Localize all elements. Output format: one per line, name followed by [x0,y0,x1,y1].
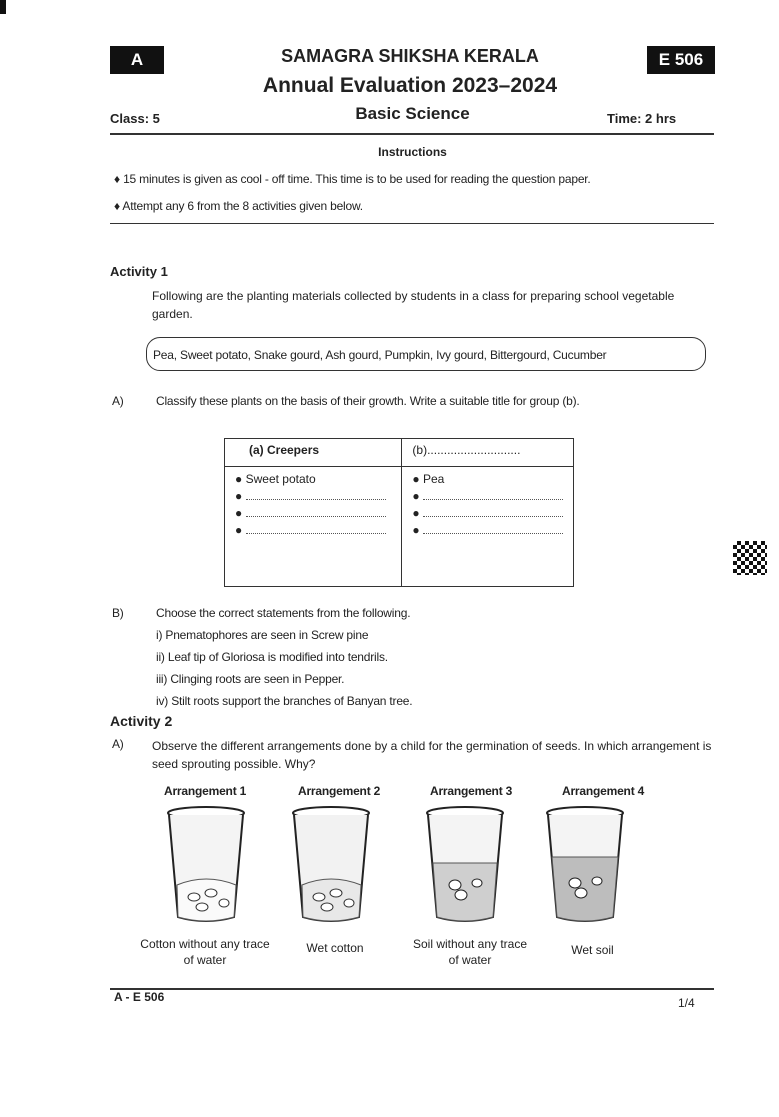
table-entry: Pea [423,472,445,486]
arrangement-title: Arrangement 3 [430,784,513,798]
option-iii: iii) Clinging roots are seen in Pepper. [156,672,345,686]
exam-title: Annual Evaluation 2023–2024 [262,74,558,97]
instruction-text: Attempt any 6 from the 8 activities given below. [122,199,363,213]
page-number: 1/4 [678,996,695,1010]
answer-blank[interactable] [246,506,386,517]
table-entry: Sweet potato [245,472,316,486]
arrangement-title: Arrangement 4 [562,784,645,798]
answer-blank[interactable] [423,506,563,517]
answer-blank[interactable] [246,489,386,500]
beaker-soil-dry-icon [425,805,505,923]
activity1-intro: Following are the planting materials collected by students in a class for preparing school vegetable garden. [152,289,675,321]
arrangement-title: Arrangement 2 [298,784,381,798]
arrangement-caption: Soil without any trace of water [412,937,528,967]
beaker-cotton-dry-icon [166,805,246,923]
beaker-soil-wet-icon [545,805,625,923]
question-text: Observe the different arrangements done by a child for the germination of seeds. In which arrangement is seed sprouting possible. Why? [152,739,712,771]
divider [110,133,714,135]
arrangement-title: Arrangement 1 [164,784,247,798]
class-label: Class: 5 [110,111,160,126]
classification-table [224,438,574,587]
set-code-badge: A [110,46,164,74]
group-b-cell[interactable]: ● Pea ● ● ● [402,467,574,587]
question-label: A) [112,737,124,751]
creepers-cell[interactable]: ● Sweet potato ● ● ● [225,467,402,587]
arrangement-caption: Wet cotton [306,941,364,955]
org-title: SAMAGRA SHIKSHA KERALA [281,46,539,66]
question-text: Choose the correct statements from the following. [156,606,411,620]
answer-blank[interactable] [423,489,563,500]
scan-mark [0,0,6,14]
question-label: A) [112,394,124,408]
col-header-creepers: (a) Creepers [225,439,402,467]
subject-title: Basic Science [355,104,470,123]
arrangement-caption: Cotton without any trace of water [140,937,270,967]
col-header-b: (b)............................ [402,439,574,467]
qr-code [733,541,767,575]
time-label: Time: 2 hrs [607,111,677,126]
question-label: B) [112,606,124,620]
instructions-title: Instructions [378,145,447,159]
answer-blank[interactable] [246,523,386,534]
paper-code-badge: E 506 [647,46,715,74]
divider [110,223,714,224]
option-i: i) Pnematophores are seen in Screw pine [156,628,369,642]
beaker-cotton-wet-icon [291,805,371,923]
question-text: Classify these plants on the basis of their growth. Write a suitable title for group (b). [156,394,580,408]
arrangement-caption: Wet soil [571,943,614,957]
materials-box: Pea, Sweet potato, Snake gourd, Ash gourd, Pumpkin, Ivy gourd, Bittergourd, Cucumber [146,337,706,371]
option-iv: iv) Stilt roots support the branches of Banyan tree. [156,694,413,708]
footer-code: A - E 506 [114,990,165,1004]
activity1-title: Activity 1 [110,264,168,279]
instruction-item: ♦ Attempt any 6 from the 8 activities given below. [114,199,363,213]
instruction-text: 15 minutes is given as cool - off time. This time is to be used for reading the question paper. [123,172,591,186]
instruction-item: ♦ 15 minutes is given as cool - off time. This time is to be used for reading the question paper. [114,172,591,186]
answer-blank[interactable] [423,523,563,534]
activity2-title: Activity 2 [110,713,173,729]
footer-divider [110,988,714,990]
option-ii: ii) Leaf tip of Gloriosa is modified into tendrils. [156,650,388,664]
